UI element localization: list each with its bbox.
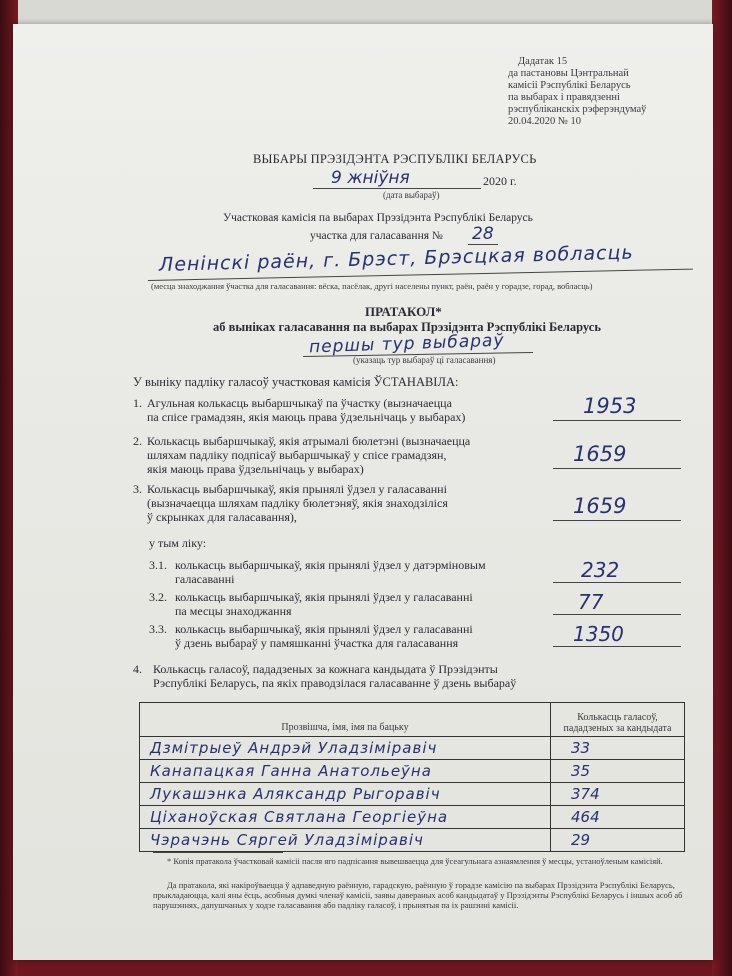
protocol-subtitle: аб выніках галасавання па выбарах Прэзідэнта Рэспублікі Беларусь	[213, 320, 601, 334]
subitem-3-3	[149, 622, 529, 650]
election-title: ВЫБАРЫ ПРЭЗІДЭНТА РЭСПУБЛІКІ БЕЛАРУСЬ	[253, 152, 537, 166]
subitem-3-3-value: 1350	[573, 622, 624, 646]
table-row	[140, 737, 685, 760]
item-4	[133, 662, 583, 690]
attachment-line: да пастановы Цэнтральнай	[508, 68, 629, 79]
subitem-number: 3.1.	[149, 558, 167, 572]
subitem-3-3-underline	[553, 646, 681, 647]
footnote-2: Да пратакола, які накіроўваецца ў адпаведную раённую, гарадскую, раённую ў горадзе камісію па выбарах Прэзідэнта Рэспублікі Беларусь, прыкладаюцца, калі яны ёсць, асобныя думкі членаў камісіі, заявы давераных асоб кандыдатаў у Прэзідэнты Рэспублікі Беларусь і іншых асоб аб парушэннях, дапушчаных у ходзе галасавання або падліку галасоў, і прынятыя па іх рашэнні камісіі.	[153, 880, 683, 910]
item-text: Колькасць выбаршчыкаў, якія атрымалі бюлетэні (вызначаецца	[147, 434, 471, 448]
item-2-underline	[553, 468, 681, 469]
table-row	[140, 806, 685, 829]
subitem-3-2-underline	[553, 614, 681, 615]
footnote-separator	[153, 852, 283, 853]
protocol-title: ПРАТАКОЛ*	[365, 304, 442, 319]
subitem-3-1-underline	[553, 582, 681, 583]
subitem-number: 3.2.	[149, 590, 167, 604]
item-3	[133, 482, 503, 524]
subitem-3-2	[149, 590, 529, 618]
item-number: 4.	[133, 662, 142, 676]
attachment-line: камісіі Рэспублікі Беларусь	[508, 80, 631, 91]
item-text: Колькасць галасоў, пададзеных за кожнага кандыдата ў Прэзідэнты	[153, 662, 498, 676]
subitem-text: па месцы знаходжання	[175, 604, 292, 618]
item-number: 3.	[133, 482, 142, 496]
candidate-votes: 29	[551, 829, 685, 852]
candidate-votes: 464	[551, 806, 685, 829]
table-row	[140, 783, 685, 806]
table-header-name: Прозвішча, імя, імя па бацьку	[140, 703, 551, 737]
attachment-line: Дадатак 15	[518, 56, 568, 67]
item-2-value: 1659	[573, 442, 627, 466]
precinct-number: 28	[472, 224, 494, 244]
candidate-name: Лукашэнка Аляксандр Рыгоравіч	[140, 783, 551, 806]
table-row	[140, 829, 685, 852]
attachment-line: 20.04.2020 № 10	[508, 116, 582, 127]
table-row	[140, 760, 685, 783]
board-frame-right	[712, 0, 732, 976]
item-text: Рэспублікі Беларусь, па якіх праводзілася галасаванне ў дзень выбараў	[153, 676, 517, 690]
subitem-3-2-value: 77	[578, 590, 604, 614]
protocol-sheet	[13, 24, 713, 960]
subitem-text: колькасць выбаршчыкаў, якія прынялі ўдзел у датэрміновым	[175, 558, 486, 572]
item-text: па спісе грамадзян, якія маюць права ўдзельнічаць у выбарах)	[147, 410, 466, 424]
item-3-value: 1659	[573, 494, 627, 518]
attachment-line: па выбарах і правядзенні	[508, 92, 620, 103]
item-number: 2.	[133, 434, 142, 448]
footnote-1: * Копія пратакола ўчастковай камісіі пасля яго падпісання вывешваецца для ўсеагульнага азнаямлення ў месцы, устаноўленым камісіяй.	[167, 856, 663, 866]
date-caption: (дата выбараў)	[383, 190, 440, 200]
subitem-text: колькасць выбаршчыкаў, якія прынялі ўдзел у галасаванні	[175, 622, 473, 636]
item-number: 1.	[133, 396, 142, 410]
commission-line2: участка для галасавання №	[310, 230, 443, 242]
subitem-text: ў дзень выбараў у памяшканні ўчастка для галасавання	[175, 636, 459, 650]
candidate-votes: 33	[551, 737, 685, 760]
item-text: шляхам падліку подпісаў выбаршчыкаў у спісе грамадзян,	[147, 448, 447, 462]
subitem-number: 3.3.	[149, 622, 167, 636]
item-text: (вызначаецца шляхам падліку бюлетэняў, якія знаходзіліся	[147, 496, 448, 510]
subitem-3-1	[149, 558, 529, 586]
item-text: якія маюць права ўдзельнічаць у выбарах)	[147, 462, 364, 476]
election-year: 2020 г.	[483, 174, 517, 188]
subitem-3-1-value: 232	[581, 558, 620, 582]
votes-header-line: пададзеных за кандыдата	[563, 723, 672, 734]
table-header-votes	[551, 703, 685, 737]
votes-header-line: Колькасць галасоў,	[577, 712, 658, 723]
item-text: Колькасць выбаршчыкаў, якія прынялі ўдзел у галасаванні	[147, 482, 447, 496]
subitem-text: колькасць выбаршчыкаў, якія прынялі ўдзел у галасаванні	[175, 590, 473, 604]
attachment-line: рэспубліканскіх рэферэндумаў	[508, 104, 647, 115]
candidate-votes: 374	[551, 783, 685, 806]
candidates-table	[139, 702, 685, 852]
candidate-name: Канапацкая Ганна Анатольеўна	[140, 760, 551, 783]
item-1	[133, 396, 503, 424]
location-handwritten: Ленінскі раён, г. Брэст, Брэсцкая вобласць	[158, 241, 634, 276]
item-2	[133, 434, 503, 476]
election-date-handwritten: 9 жніўня	[331, 168, 410, 188]
attachment-note	[508, 56, 708, 128]
item-1-value: 1953	[583, 394, 637, 418]
candidate-name: Ціханоўская Святлана Георгіеўна	[140, 806, 551, 829]
location-caption: (месца знаходжання ўчастка для галасавання: вёска, пасёлак, другі населены пункт, раён, раён у горадзе, горад, вобласць)	[151, 281, 593, 291]
candidate-name: Чэрачэнь Сяргей Уладзіміравіч	[140, 829, 551, 852]
date-underline	[313, 188, 481, 189]
round-handwritten: першы тур выбараў	[308, 330, 505, 358]
item-3-underline	[553, 520, 681, 521]
established-heading: У выніку падліку галасоў участковая камісія ЎСТАНАВІЛА:	[133, 375, 459, 389]
round-caption: (указаць тур выбараў ці галасавання)	[353, 355, 496, 365]
commission-line1: Участковая камісія па выбарах Прэзідэнта Рэспублікі Беларусь	[223, 212, 533, 224]
item-text: ў скрынках для галасавання),	[147, 510, 297, 524]
subitem-text: галасаванні	[175, 572, 235, 586]
candidate-votes: 35	[551, 760, 685, 783]
item-1-underline	[553, 420, 681, 421]
in-that-number: у тым ліку:	[149, 536, 207, 550]
item-text: Агульная колькасць выбаршчыкаў па ўчастку (вызначаецца	[147, 396, 452, 410]
candidate-name: Дзмітрыеў Андрэй Уладзіміравіч	[140, 737, 551, 760]
table-header-row	[140, 703, 685, 737]
